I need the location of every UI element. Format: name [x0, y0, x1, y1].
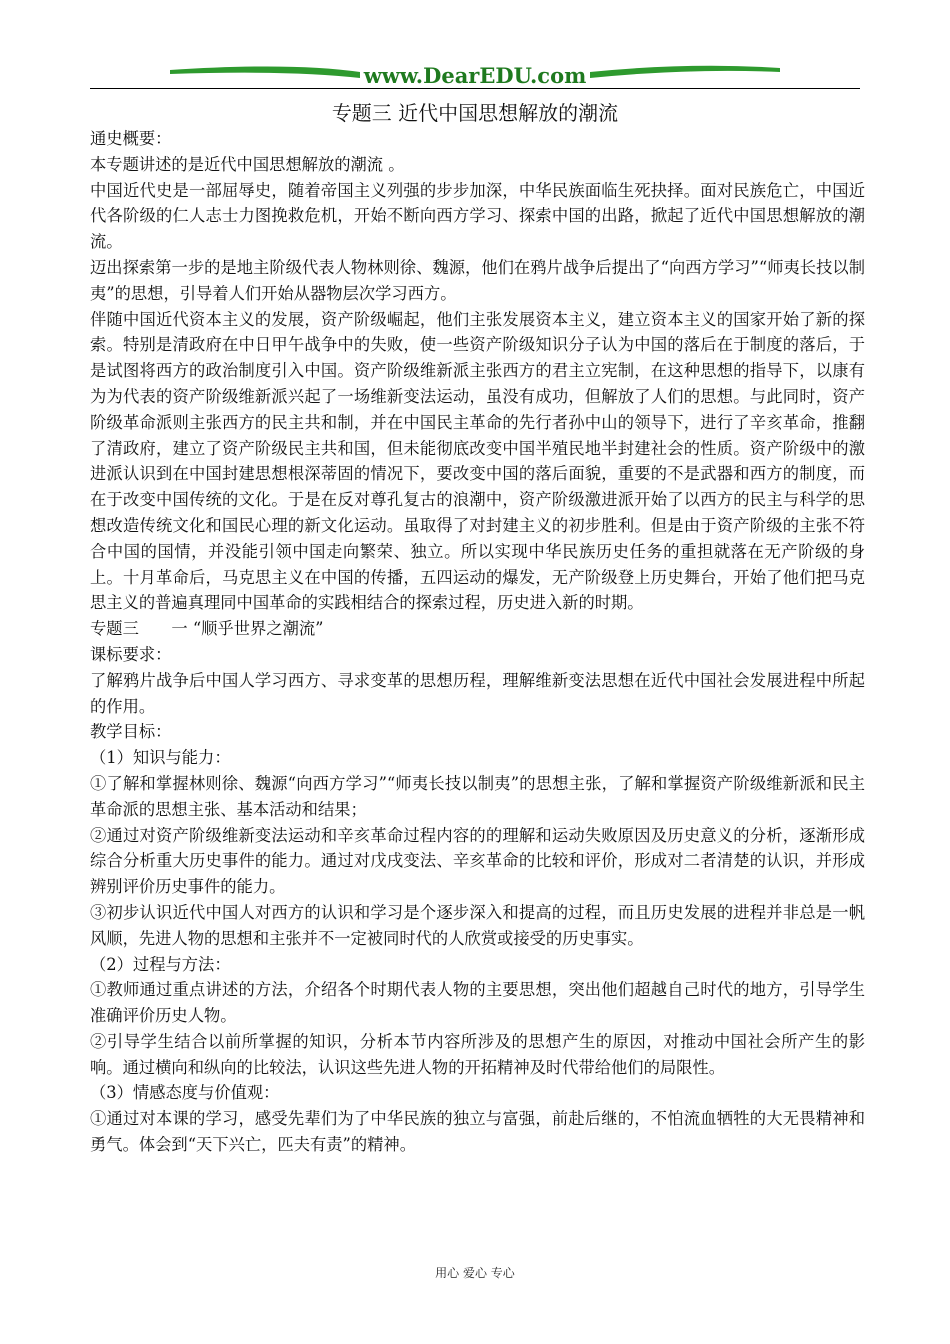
- paragraph: 教学目标：: [90, 722, 172, 742]
- paragraph: 伴随中国近代资本主义的发展，资产阶级崛起，他们主张发展资本主义，建立资本主义的国家开始了新的探索。特别是清政府在中日甲午战争中的失败，使一些资产阶级知识分子认为中国的落后在于制度的落后，于是试图将西方的政治制度引入中国。资产阶级维新派主张西方的君主立宪制，在这种思想的指导下，以康有为为代表的资产阶级维新派兴起了一场维新变法运动，虽没有成功，但解放了人们的思想。与此同时，资产阶级革命派则主张西方的民主共和制，并在中国民主革命的先行者孙中山的领导下，进行了辛亥革命，推翻了清政府，建立了资产阶级民主共和国，但未能彻底改变中国半殖民地半封建社会的性质。资产阶级中的激进派认识到在中国封建思想根深蒂固的情况下，要改变中国的落后面貌，重要的不是武器和西方的制度，而在于改变中国传统的文化。于是在反对尊孔复古的浪潮中，资产阶级激进派开始了以西方的民主与科学的思想改造传统文化和国民心理的新文化运动。虽取得了对封建主义的初步胜利。但是由于资产阶级的主张不符合中国的国情，并没能引领中国走向繁荣、独立。所以实现中华民族历史任务的重担就落在无产阶级的身上。十月革命后，马克思主义在中国的传播，五四运动的爆发，无产阶级登上历史舞台，开始了他们把马克思主义的普遍真理同中国革命的实践相结合的探索过程，历史进入新的时期。: [90, 309, 865, 613]
- site-logo-text: www.DearEDU.com: [363, 63, 587, 88]
- paragraph: 本专题讲述的是近代中国思想解放的潮流 。: [90, 154, 405, 174]
- paragraph: 课标要求：: [90, 644, 172, 664]
- paragraph: ①教师通过重点讲述的方法，介绍各个时期代表人物的主要思想，突出他们超越自己时代的地方，引导学生准确评价历史人物。: [90, 980, 865, 1026]
- paragraph: ③初步认识近代中国人对西方的认识和学习是个逐步深入和提高的过程，而且历史发展的进程并非总是一帆风顺，先进人物的思想和主张并不一定被同时代的人欣赏或接受的历史事实。: [90, 902, 865, 948]
- paragraph: 迈出探索第一步的是地主阶级代表人物林则徐、魏源，他们在鸦片战争后提出了“向西方学习”“师夷长技以制夷”的思想，引导着人们开始从器物层次学习西方。: [90, 257, 865, 303]
- site-logo-banner: [90, 58, 860, 90]
- paragraph: （1）知识与能力：: [90, 748, 231, 768]
- paragraph: 通史概要：: [90, 129, 172, 148]
- header-divider: [90, 88, 860, 89]
- site-logo: [90, 58, 860, 90]
- paragraph: ①通过对本课的学习，感受先辈们为了中华民族的独立与富强，前赴后继的，不怕流血牺牲的大无畏精神和勇气。体会到“天下兴亡，匹夫有责”的精神。: [90, 1109, 865, 1155]
- page-title: 专题三 近代中国思想解放的潮流: [331, 101, 619, 125]
- paragraph: 中国近代史是一部屈辱史，随着帝国主义列强的步步加深，中华民族面临生死抉择。面对民族危亡，中国近代各阶级的仁人志士力图挽救危机，开始不断向西方学习、探索中国的出路，掀起了近代中国思想解放的潮流。: [90, 180, 865, 252]
- section-heading: 专题三 一 “顺乎世界之潮流”: [90, 619, 324, 639]
- paragraph: （3）情感态度与价值观：: [90, 1083, 280, 1103]
- document-body: [90, 126, 865, 1158]
- page-footer: 用心 爱心 专心: [435, 1266, 515, 1280]
- paragraph: ②通过对资产阶级维新变法运动和辛亥革命过程内容的的理解和运动失败原因及历史意义的分析，逐渐形成综合分析重大历史事件的能力。通过对戊戌变法、辛亥革命的比较和评价，形成对二者清楚的认识，并形成辨别评价历史事件的能力。: [90, 825, 865, 897]
- paragraph: ①了解和掌握林则徐、魏源“向西方学习”“师夷长技以制夷”的思想主张，了解和掌握资产阶级维新派和民主革命派的思想主张、基本活动和结果；: [90, 773, 865, 819]
- paragraph: （2）过程与方法：: [90, 954, 231, 974]
- paragraph: 了解鸦片战争后中国人学习西方、寻求变革的思想历程，理解维新变法思想在近代中国社会发展进程中所起的作用。: [90, 670, 865, 716]
- paragraph: ②引导学生结合以前所掌握的知识，分析本节内容所涉及的思想产生的原因，对推动中国社会所产生的影响。通过横向和纵向的比较法，认识这些先进人物的开拓精神及时代带给他们的局限性。: [90, 1031, 865, 1077]
